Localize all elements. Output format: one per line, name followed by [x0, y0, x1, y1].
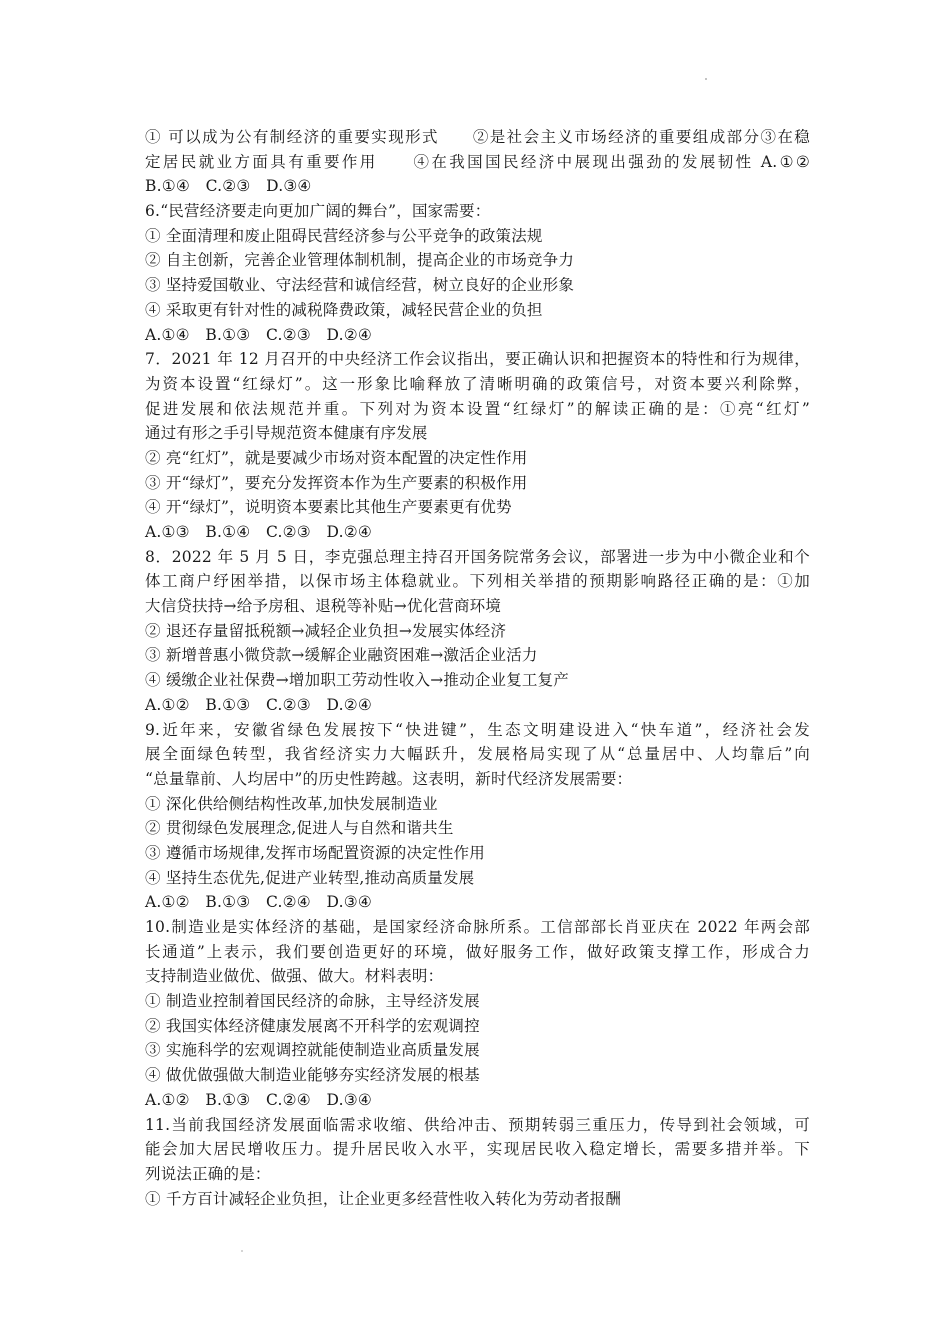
- page-corner-mark: [705, 78, 707, 80]
- text-line: 为资本设置“红绿灯”。这一形象比喻释放了清晰明确的政策信号，对资本要兴利除弊，: [145, 374, 810, 393]
- text-line: 能会加大居民增收压力。提升居民收入水平，实现居民收入稳定增长，需要多措并举。下: [145, 1140, 810, 1159]
- text-line: 定居民就业方面具有重要作用 ④在我国国民经济中展现出强劲的发展韧性 A.①②: [145, 152, 810, 171]
- answer-options: A.①② B.①③ C.②③ D.②④: [145, 695, 372, 714]
- choice-item: ② 贯彻绿色发展理念,促进人与自然和谐共生: [145, 819, 454, 838]
- document-page: [145, 125, 810, 1211]
- choice-item: ④ 采取更有针对性的减税降费政策，减轻民营企业的负担: [145, 300, 543, 319]
- text-line: 通过有形之手引导规范资本健康有序发展: [145, 424, 428, 443]
- text-line: 展全面绿色转型，我省经济实力大幅跃升，发展格局实现了从“总量居中、人均靠后”向: [145, 745, 810, 764]
- page-bottom-mark: [241, 1250, 243, 1252]
- text-line: 体工商户纾困举措，以保市场主体稳就业。下列相关举措的预期影响路径正确的是：①加: [145, 572, 810, 591]
- answer-options: B.①④ C.②③ D.③④: [145, 177, 312, 196]
- choice-item: ③ 遵循市场规律,发挥市场配置资源的决定性作用: [145, 843, 485, 862]
- question-10-stem: 10.制造业是实体经济的基础，是国家经济命脉所系。工信部部长肖亚庆在 2022 年两会部: [145, 918, 810, 936]
- choice-item: ② 退还存量留抵税额→减轻企业负担→发展实体经济: [145, 621, 507, 640]
- text-line: 支持制造业做优、做强、做大。材料表明：: [145, 967, 444, 986]
- choice-item: ① 千方百计减轻企业负担，让企业更多经营性收入转化为劳动者报酬: [145, 1189, 622, 1208]
- choice-item: ① 深化供给侧结构性改革,加快发展制造业: [145, 794, 438, 813]
- choice-item: ① 制造业控制着国民经济的命脉，主导经济发展: [145, 992, 480, 1011]
- choice-item: ③ 坚持爱国敬业、守法经营和诚信经营，树立良好的企业形象: [145, 276, 575, 295]
- question-9-stem: 9.近年来，安徽省绿色发展按下“快进键”，生态文明建设进入“快车道”，经济社会发: [145, 720, 810, 739]
- answer-options: A.①② B.①③ C.②④ D.③④: [145, 893, 372, 912]
- question-6-stem: 6.“民营经济要走向更加广阔的舞台”，国家需要：: [145, 202, 491, 221]
- choice-item: ④ 做优做强做大制造业能够夯实经济发展的根基: [145, 1066, 480, 1085]
- choice-item: ④ 坚持生态优先,促进产业转型,推动高质量发展: [145, 868, 475, 887]
- text-line: 列说法正确的是：: [145, 1164, 271, 1183]
- choice-item: ② 自主创新，完善企业管理体制机制，提高企业的市场竞争力: [145, 251, 575, 270]
- choice-item: ④ 缓缴企业社保费→增加职工劳动性收入→推动企业复工复产: [145, 671, 570, 690]
- question-7-stem: 7．2021 年 12 月召开的中央经济工作会议指出，要正确认识和把握资本的特性和行为规律，: [145, 350, 810, 369]
- choice-item: ② 我国实体经济健康发展离不开科学的宏观调控: [145, 1016, 480, 1035]
- answer-options: A.①④ B.①③ C.②③ D.②④: [145, 325, 372, 344]
- text-line: 长通道”上表示，我们要创造更好的环境，做好服务工作，做好政策支撑工作，形成合力: [145, 942, 810, 961]
- answer-options: A.①③ B.①④ C.②③ D.②④: [145, 523, 372, 541]
- question-11-stem: 11.当前我国经济发展面临需求收缩、供给冲击、预期转弱三重压力，传导到社会领域，可: [145, 1115, 810, 1134]
- text-line: “总量靠前、人均居中”的历史性跨越。这表明，新时代经济发展需要：: [145, 769, 633, 788]
- text-line: ① 可以成为公有制经济的重要实现形式 ②是社会主义市场经济的重要组成部分③在稳: [145, 128, 810, 146]
- choice-item: ③ 开“绿灯”，要充分发挥资本作为生产要素的积极作用: [145, 473, 528, 492]
- text-line: 大信贷扶持→给予房租、退税等补贴→优化营商环境: [145, 597, 502, 616]
- answer-options: A.①② B.①③ C.②④ D.③④: [145, 1090, 372, 1109]
- choice-item: ② 亮“红灯”，就是要减少市场对资本配置的决定性作用: [145, 448, 528, 467]
- text-line: 促进发展和依法规范并重。下列对为资本设置“红绿灯”的解读正确的是：①亮“红灯”: [145, 399, 810, 418]
- choice-item: ③ 新增普惠小微贷款→缓解企业融资困难→激活企业活力: [145, 646, 538, 665]
- choice-item: ③ 实施科学的宏观调控就能使制造业高质量发展: [145, 1041, 480, 1060]
- choice-item: ④ 开“绿灯”，说明资本要素比其他生产要素更有优势: [145, 498, 512, 517]
- choice-item: ① 全面清理和废止阻碍民营经济参与公平竞争的政策法规: [145, 226, 543, 245]
- question-8-stem: 8．2022 年 5 月 5 日，李克强总理主持召开国务院常务会议，部署进一步为中小微企业和个: [145, 547, 810, 566]
